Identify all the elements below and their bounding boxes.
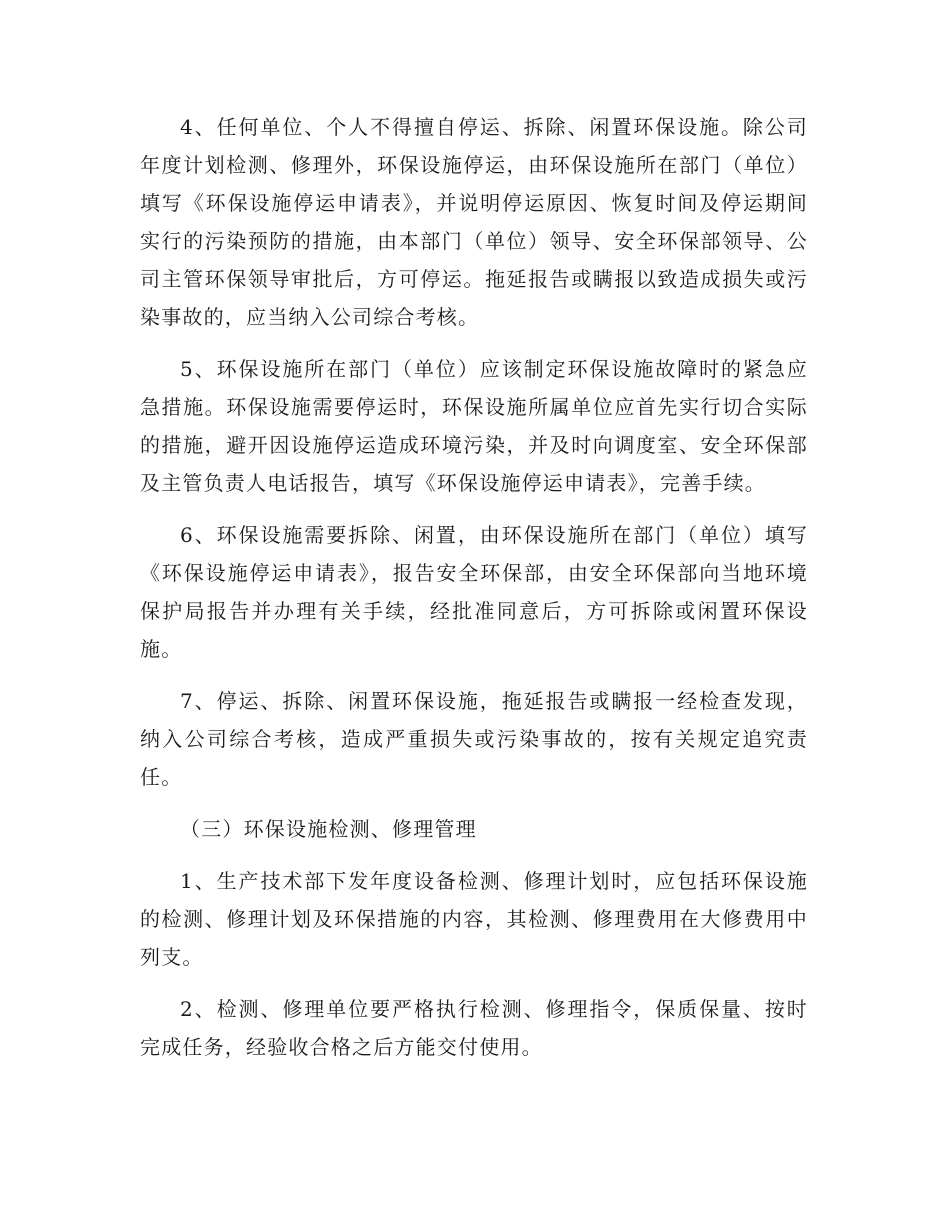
paragraph-item-4: 4、任何单位、个人不得擅自停运、拆除、闲置环保设施。除公司年度计划检测、修理外，环保设施停运，由环保设施所在部门（单位）填写《环保设施停运申请表》，并说明停运原因、恢复时间及停运期间实行的污染预防的措施，由本部门（单位）领导、安全环保部领导、公司主管环保领导审批后，方可停运。拖延报告或瞒报以致造成损失或污染事故的，应当纳入公司综合考核。 — [140, 115, 808, 329]
paragraph-item-5: 5、环保设施所在部门（单位）应该制定环保设施故障时的紧急应急措施。环保设施需要停运时，环保设施所属单位应首先实行切合实际的措施，避开因设施停运造成环境污染，并及时向调度室、安全环保部及主管负责人电话报告，填写《环保设施停运申请表》，完善手续。 — [140, 357, 808, 495]
section-paragraph-2: 2、检测、修理单位要严格执行检测、修理指令，保质保量、按时完成任务，经验收合格之后方能交付使用。 — [140, 997, 808, 1059]
section-heading: （三）环保设施检测、修理管理 — [180, 817, 477, 841]
document-body — [140, 108, 808, 1080]
paragraph-item-7: 7、停运、拆除、闲置环保设施，拖延报告或瞒报一经检查发现，纳入公司综合考核，造成严重损失或污染事故的，按有关规定追究责任。 — [140, 689, 808, 789]
paragraph-item-6: 6、环保设施需要拆除、闲置，由环保设施所在部门（单位）填写《环保设施停运申请表》，报告安全环保部，由安全环保部向当地环境保护局报告并办理有关手续，经批准同意后，方可拆除或闲置环保设施。 — [140, 523, 808, 661]
section-paragraph-1: 1、生产技术部下发年度设备检测、修理计划时，应包括环保设施的检测、修理计划及环保措施的内容，其检测、修理费用在大修费用中列支。 — [140, 869, 808, 969]
